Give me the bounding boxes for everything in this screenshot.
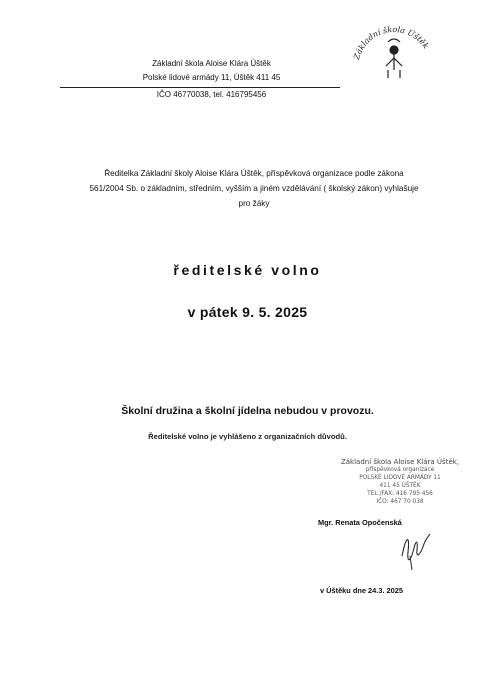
stamp-line-1: Základní škola Aloise Klára Úštěk, [340,458,460,466]
school-ico-tel: IČO 46770038, tel. 416795456 [156,90,267,99]
intro-line-2: 561/2004 Sb. o základním, středním, vyšším a jiném vzdělávání ( školský zákon) vyhlašuje [89,184,419,193]
stamp-line-2: příspěvková organizace [365,467,435,473]
svg-text:Základní škola Úštěk [352,25,431,62]
logo-text: Základní škola Úštěk [352,24,431,61]
school-address: Polské lidové armády 11, Úštěk 411 45 [142,73,281,82]
announcement-date: v pátek 9. 5. 2025 [187,304,308,320]
intro-paragraph [40,166,468,211]
intro-line-1: Ředitelka Základní školy Aloise Klára Úštěk, příspěvková organizace podle zákona [104,169,404,178]
reason-text: Ředitelské volno je vyhlášeno z organizačních důvodů. [148,432,347,441]
stamp-line-5: TEL./FAX: 416 795 456 [367,491,433,497]
school-logo-icon [348,20,438,82]
intro-line-3: pro žáky [238,199,270,208]
service-notice: Školní družina a školní jídelna nebudou v provozu. [121,405,374,417]
stamp-line-4: 411 45 ÚŠTĚK [379,483,421,489]
school-name: Základní škola Aloise Klára Úštěk [152,59,271,68]
place-and-date: v Úštěku dne 24.3. 2025 [320,586,403,595]
announcement-title: ředitelské volno [173,262,322,278]
director-name: Mgr. Renata Opočenská [318,518,402,527]
official-stamp [340,458,460,506]
stamp-line-3: POLSKÉ LIDOVÉ ARMÁDY 11 [359,475,441,481]
header-divider [60,87,340,88]
signature-icon [396,526,436,574]
stamp-line-6: IČO: 467 70 038 [376,499,424,505]
